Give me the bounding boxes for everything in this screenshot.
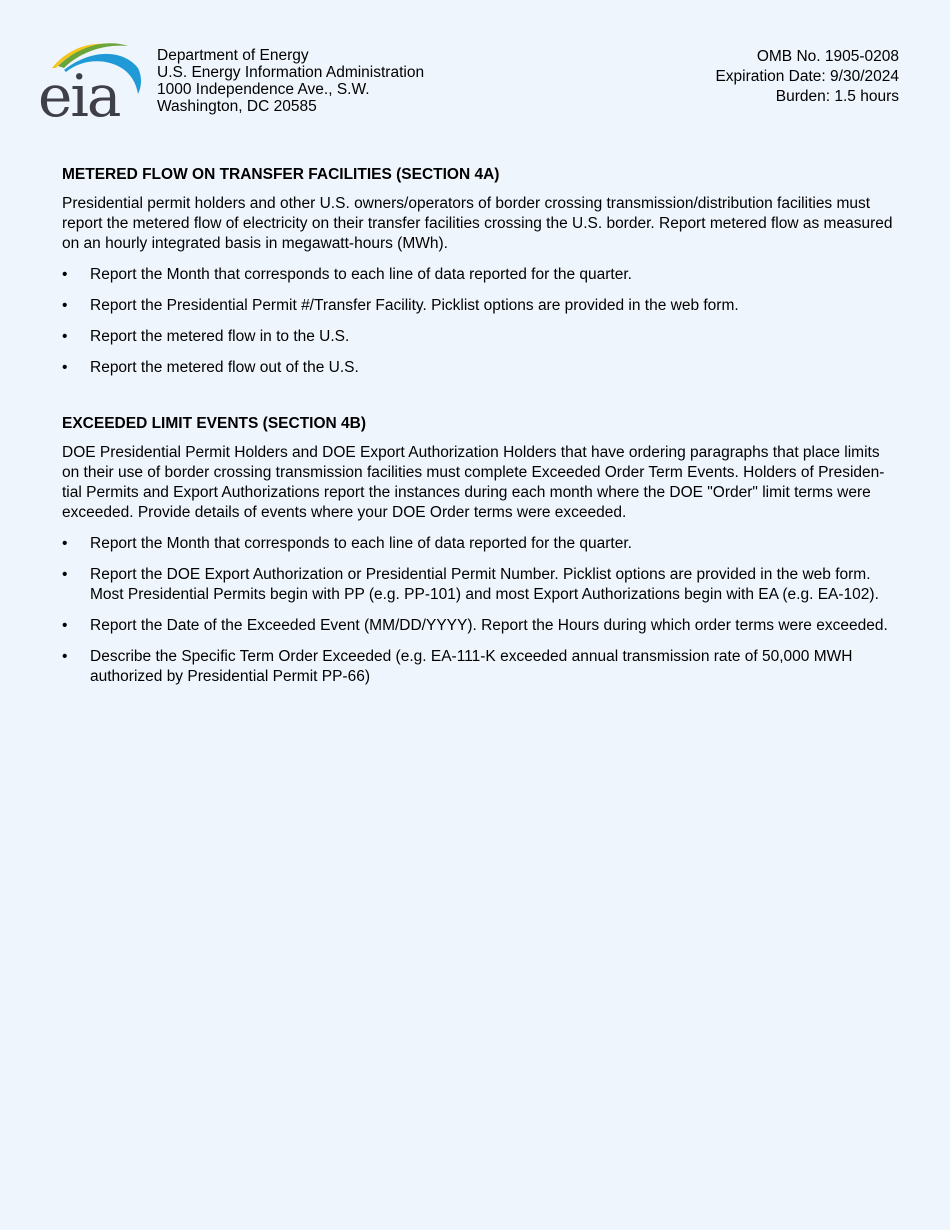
expiration-date: Expiration Date: 9/30/2024 [715, 68, 899, 85]
bullet-icon: • [62, 535, 68, 552]
section-4b-bullets [62, 534, 894, 687]
list-item-text: Report the Presidential Permit #/Transfer Facility. Picklist options are provided in the web form. [90, 297, 739, 314]
omb-info [715, 47, 899, 107]
section-4a-paragraph: Presidential permit holders and other U.S. owners/operators of border crossing transmission/distribution facilities must report the metered flow of electricity on their transfer facilities crossing the U.S. border. Report metered flow as measured on an hourly integrated basis in megawatt-hours (MWh). [62, 195, 893, 252]
burden: Burden: 1.5 hours [775, 88, 899, 105]
section-4a-bullets [62, 265, 894, 378]
agency-address [157, 47, 424, 115]
list-item [62, 647, 894, 687]
bullet-icon: • [62, 328, 68, 345]
bullet-icon: • [62, 566, 68, 583]
list-item-text: Describe the Specific Term Order Exceeded (e.g. EA-111-K exceeded annual transmission rate of 50,000 MWH authorized by Presidential Permit PP-66) [90, 648, 853, 685]
section-4b [62, 414, 894, 687]
bullet-icon: • [62, 266, 68, 283]
bullet-icon: • [62, 297, 68, 314]
list-item [62, 327, 894, 347]
list-item [62, 616, 894, 636]
agency-line: Washington, DC 20585 [157, 98, 317, 115]
omb-number: OMB No. 1905-0208 [756, 48, 899, 65]
logo-text: eia [38, 62, 120, 120]
section-4a [62, 165, 894, 378]
list-item-text: Report the Month that corresponds to each line of data reported for the quarter. [90, 266, 632, 283]
list-item-text: Report the Date of the Exceeded Event (MM/DD/YYYY). Report the Hours during which order terms were exceeded. [90, 617, 888, 634]
section-4b-title: EXCEEDED LIMIT EVENTS (SECTION 4B) [62, 415, 367, 432]
section-4b-paragraph: DOE Presidential Permit Holders and DOE Export Authorization Holders that have ordering paragraphs that place limits on their use of border crossing transmission facilities must complete Exceeded Order Term Events. Holders of Presiden-tial Permits and Export Authorizations report the instances during each month where the DOE "Order" limit terms were exceeded. Provide details of events where your DOE Order terms were exceeded. [62, 444, 885, 521]
agency-line: 1000 Independence Ave., S.W. [157, 81, 370, 98]
list-item [62, 534, 894, 554]
instructions-content [62, 165, 894, 698]
list-item [62, 358, 894, 378]
agency-line: Department of Energy [157, 47, 309, 64]
bullet-icon: • [62, 648, 68, 665]
list-item [62, 265, 894, 285]
bullet-icon: • [62, 359, 68, 376]
list-item-text: Report the DOE Export Authorization or Presidential Permit Number. Picklist options are provided in the web form. Most Presidential Permits begin with PP (e.g. PP-101) and most Export Authorizations begin with EA (e.g. EA-102). [90, 566, 879, 603]
list-item-text: Report the Month that corresponds to each line of data reported for the quarter. [90, 535, 632, 552]
section-4a-title: METERED FLOW ON TRANSFER FACILITIES (SECTION 4A) [62, 166, 500, 183]
list-item [62, 296, 894, 316]
eia-logo [38, 38, 144, 120]
list-item [62, 565, 894, 605]
agency-line: U.S. Energy Information Administration [157, 64, 425, 81]
list-item-text: Report the metered flow out of the U.S. [90, 359, 359, 376]
bullet-icon: • [62, 617, 68, 634]
list-item-text: Report the metered flow in to the U.S. [90, 328, 350, 345]
